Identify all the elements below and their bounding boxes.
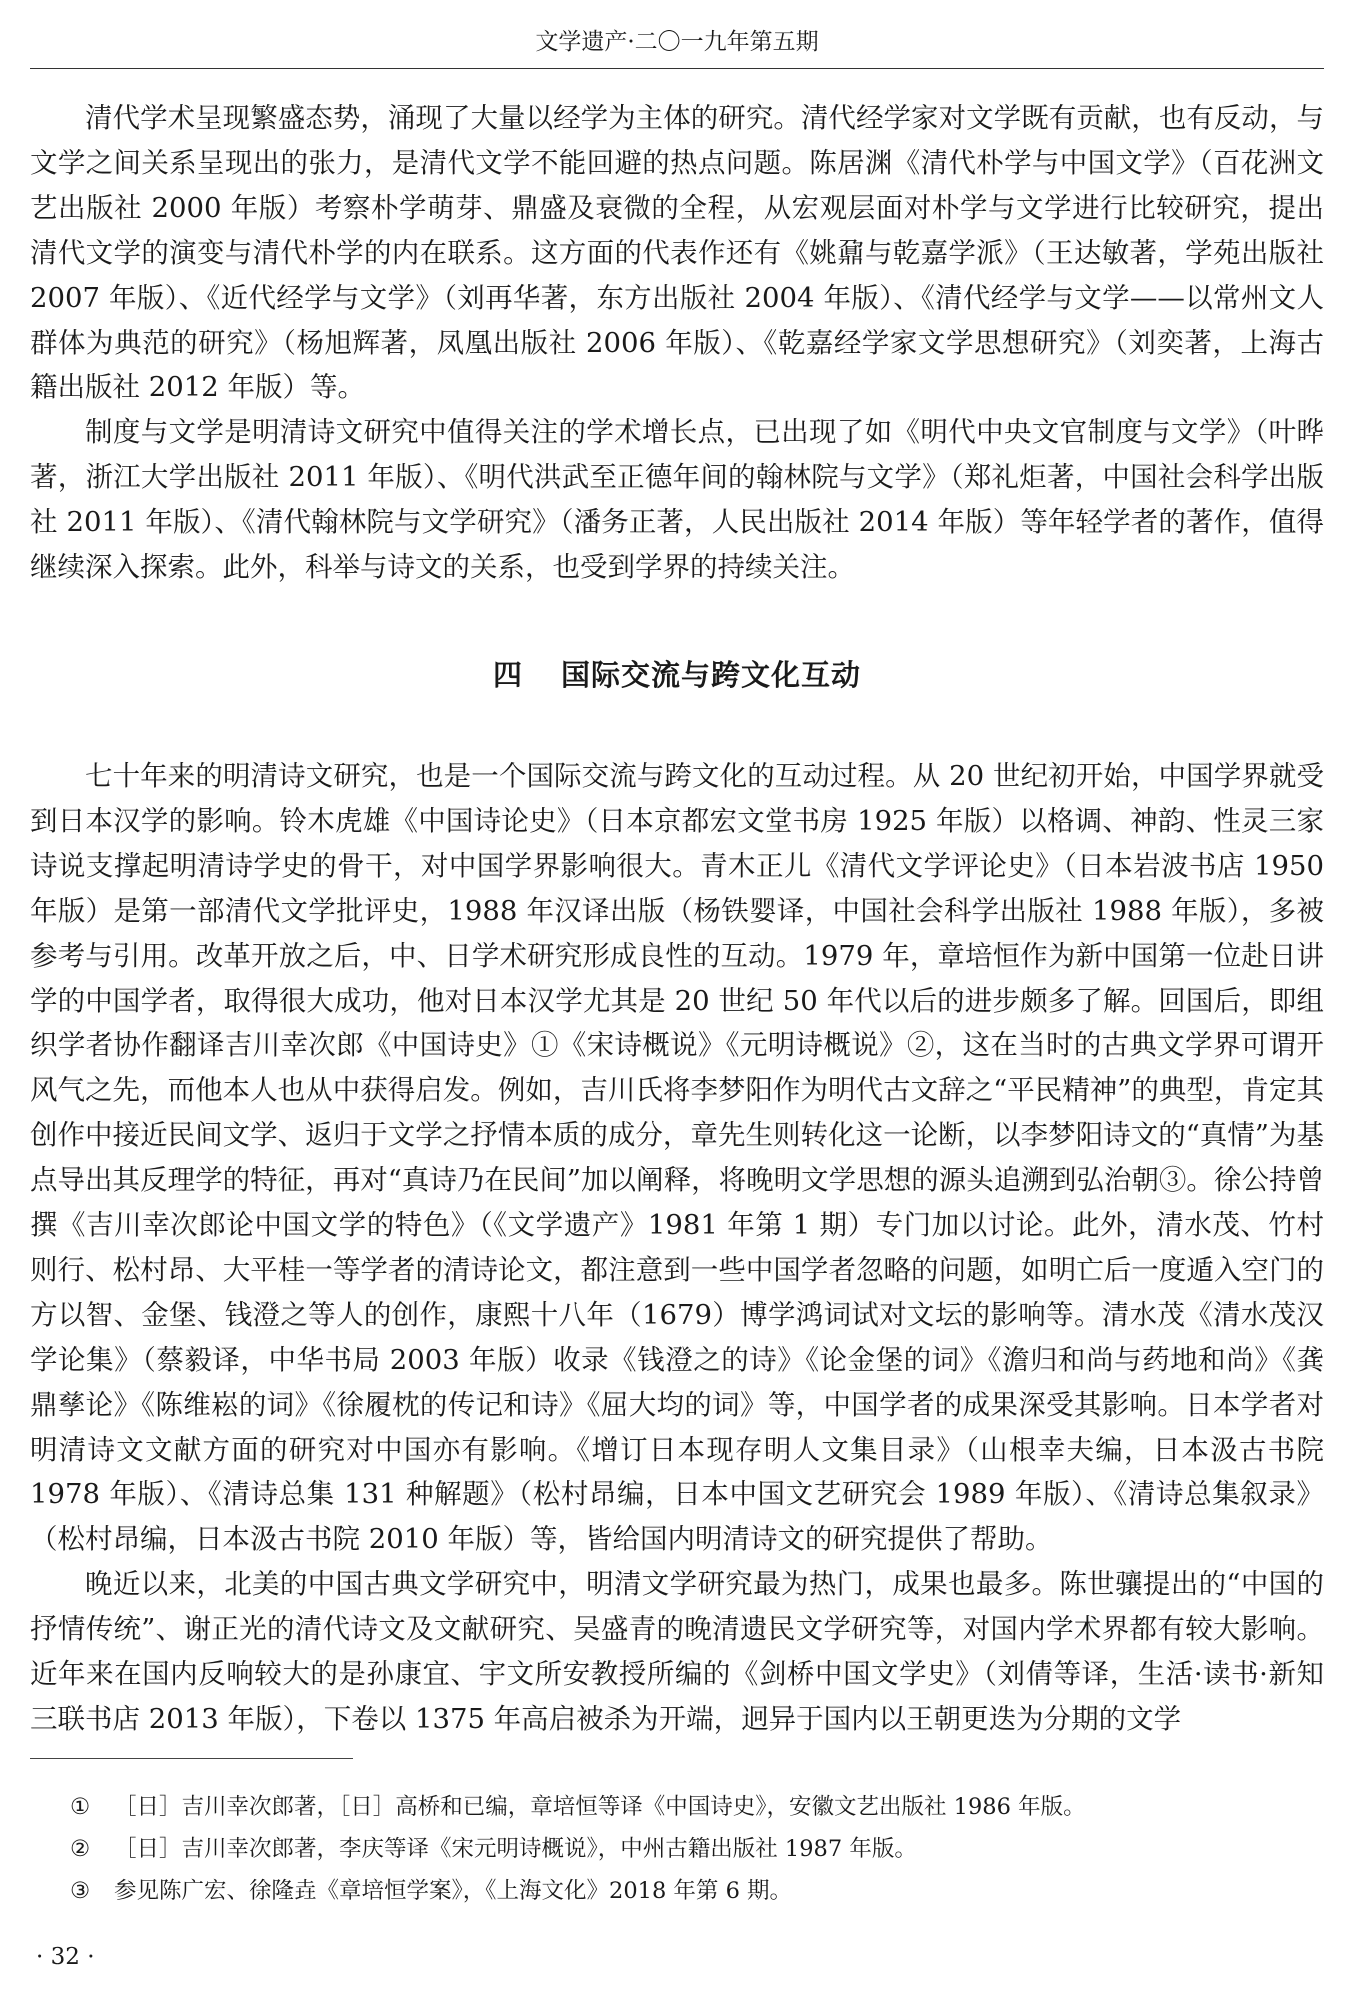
footnote-2: [70, 1828, 1320, 1870]
footnote-mark: ②: [70, 1836, 91, 1862]
footnote-divider: [30, 1758, 353, 1759]
page-number: · 32 ·: [36, 1944, 95, 1970]
article-body: [30, 96, 1324, 1742]
footnote-3: [70, 1870, 1320, 1912]
paragraph-qing-scholarship: 清代学术呈现繁盛态势，涌现了大量以经学为主体的研究。清代经学家对文学既有贡献，也有反动，与文学之间关系呈现出的张力，是清代文学不能回避的热点问题。陈居渊《清代朴学与中国文学》（百花洲文艺出版社 2000 年版）考察朴学萌芽、鼎盛及衰微的全程，从宏观层面对朴学与文学进行比较研究，提出清代文学的演变与清代朴学的内在联系。这方面的代表作还有《姚鼐与乾嘉学派》（王达敏著，学苑出版社 2007 年版）、《近代经学与文学》（刘再华著，东方出版社 2004 年版）、《清代经学与文学——以常州文人群体为典范的研究》（杨旭辉著，凤凰出版社 2006 年版）、《乾嘉经学家文学思想研究》（刘奕著，上海古籍出版社 2012 年版）等。: [30, 102, 1324, 404]
section-title: 国际交流与跨文化互动: [561, 657, 862, 692]
footnote-text: ［日］吉川幸次郎著，［日］高桥和已编，章培恒等译《中国诗史》，安徽文艺出版社 1986 年版。: [114, 1794, 1086, 1820]
footnote-mark: ①: [70, 1794, 91, 1820]
paragraph-north-america: 晚近以来，北美的中国古典文学研究中，明清文学研究最为热门，成果也最多。陈世骧提出的“中国的抒情传统”、谢正光的清代诗文及文献研究、吴盛青的晚清遗民文学研究等，对国内学术界都有较大影响。近年来在国内反响较大的是孙康宜、宇文所安教授所编的《剑桥中国文学史》（刘倩等译，生活·读书·新知三联书店 2013 年版），下卷以 1375 年高启被杀为开端，迥异于国内以王朝更迭为分期的文学: [30, 1568, 1324, 1735]
section-heading: [30, 590, 1324, 754]
running-header: [30, 22, 1324, 69]
footnote-mark: ③: [70, 1878, 91, 1904]
journal-title: 文学遗产·二〇一九年第五期: [535, 29, 819, 55]
paragraph-institutions: 制度与文学是明清诗文研究中值得关注的学术增长点，已出现了如《明代中央文官制度与文学》（叶晔著，浙江大学出版社 2011 年版）、《明代洪武至正德年间的翰林院与文学》（郑礼炬著，中国社会科学出版社 2011 年版）、《清代翰林院与文学研究》（潘务正著，人民出版社 2014 年版）等年轻学者的著作，值得继续深入探索。此外，科举与诗文的关系，也受到学界的持续关注。: [30, 416, 1324, 584]
footnotes: [70, 1786, 1320, 1912]
paragraph-international-exchange: 七十年来的明清诗文研究，也是一个国际交流与跨文化的互动过程。从 20 世纪初开始，中国学界就受到日本汉学的影响。铃木虎雄《中国诗论史》（日本京都宏文堂书房 1925 年版）以格调、神韵、性灵三家诗说支撑起明清诗学史的骨干，对中国学界影响很大。青木正儿《清代文学评论史》（日本岩波书店 1950 年版）是第一部清代文学批评史，1988 年汉译出版（杨铁婴译，中国社会科学出版社 1988 年版），多被参考与引用。改革开放之后，中、日学术研究形成良性的互动。1979 年，章培恒作为新中国第一位赴日讲学的中国学者，取得很大成功，他对日本汉学尤其是 20 世纪 50 年代以后的进步颇多了解。回国后，即组织学者协作翻译吉川幸次郎《中国诗史》①《宋诗概说》《元明诗概说》②，这在当时的古典文学界可谓开风气之先，而他本人也从中获得启发。例如，吉川氏将李梦阳作为明代古文辞之“平民精神”的典型，肯定其创作中接近民间文学、返归于文学之抒情本质的成分，章先生则转化这一论断，以李梦阳诗文的“真情”为基点导出其反理学的特征，再对“真诗乃在民间”加以阐释，将晚明文学思想的源头追溯到弘治朝③。徐公持曾撰《吉川幸次郎论中国文学的特色》（《文学遗产》1981 年第 1 期）专门加以讨论。此外，清水茂、竹村则行、松村昂、大平桂一等学者的清诗论文，都注意到一些中国学者忽略的问题，如明亡后一度遁入空门的方以智、金堡、钱澄之等人的创作，康熙十八年（1679）博学鸿词试对文坛的影响等。清水茂《清水茂汉学论集》（蔡毅译，中华书局 2003 年版）收录《钱澄之的诗》《论金堡的词》《澹归和尚与药地和尚》《龚鼎孳论》《陈维崧的词》《徐履枕的传记和诗》《屈大均的词》等，中国学者的成果深受其影响。日本学者对明清诗文文献方面的研究对中国亦有影响。《增订日本现存明人文集目录》（山根幸夫编，日本汲古书院 1978 年版）、《清诗总集 131 种解题》（松村昂编，日本中国文艺研究会 1989 年版）、《清诗总集叙录》（松村昂编，日本汲古书院 2010 年版）等，皆给国内明清诗文的研究提供了帮助。: [30, 759, 1324, 1556]
footnote-text: 参见陈广宏、徐隆垚《章培恒学案》，《上海文化》2018 年第 6 期。: [114, 1878, 793, 1904]
footnote-text: ［日］吉川幸次郎著，李庆等译《宋元明诗概说》，中州古籍出版社 1987 年版。: [114, 1836, 917, 1862]
section-number: 四: [492, 657, 523, 692]
footnote-1: [70, 1786, 1320, 1828]
